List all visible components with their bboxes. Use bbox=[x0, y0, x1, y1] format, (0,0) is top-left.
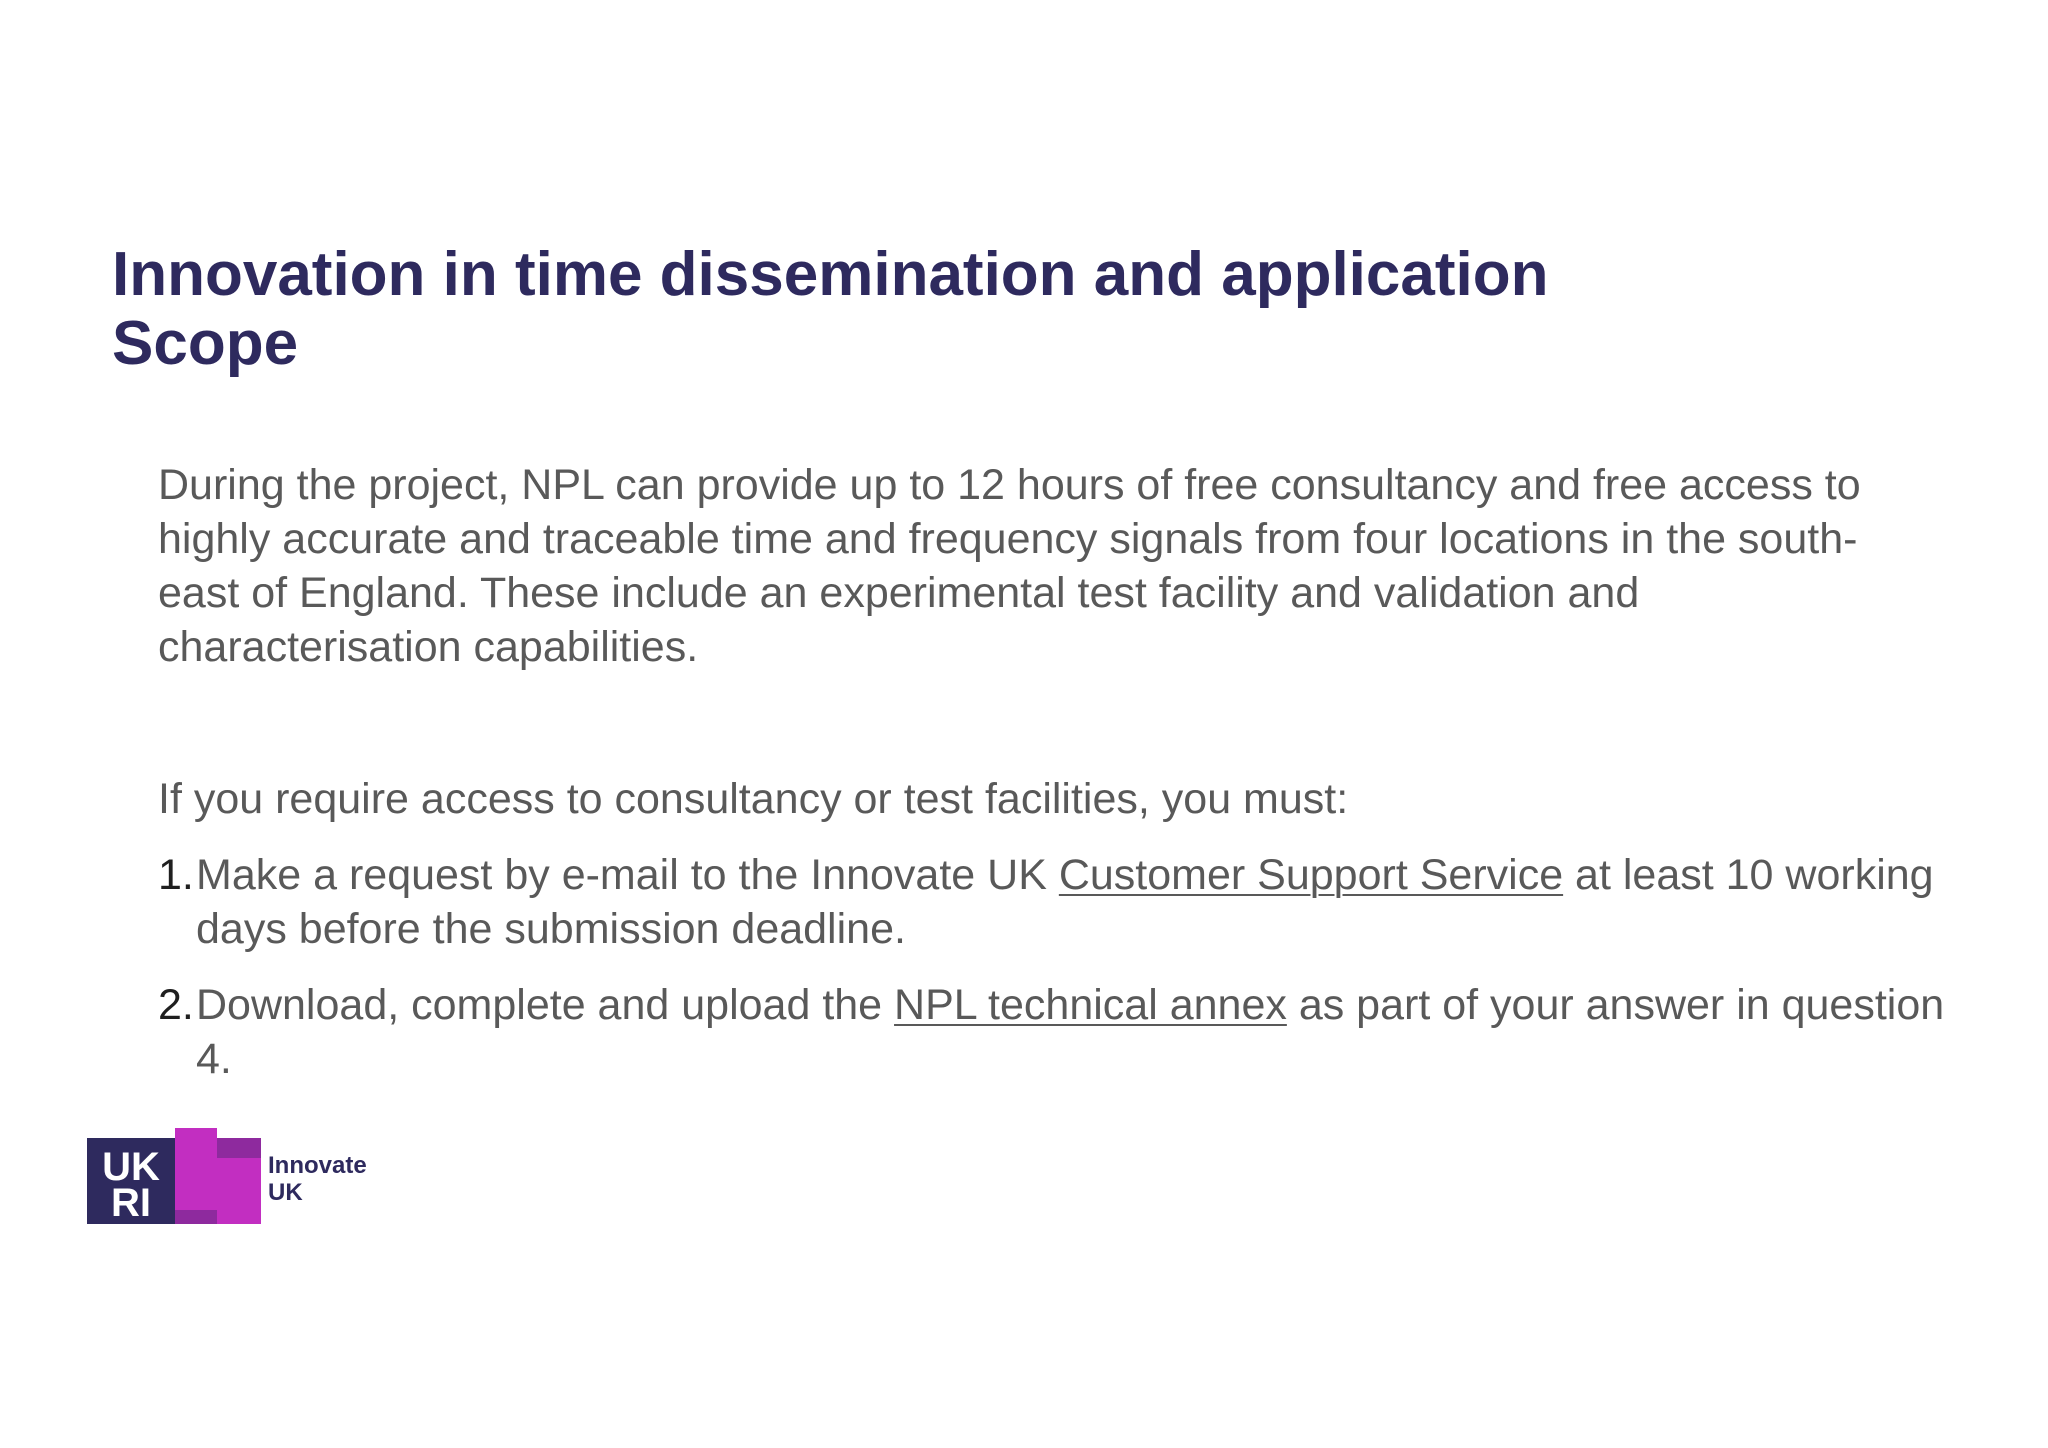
step-item bbox=[158, 848, 1956, 956]
step-text-before: Download, complete and upload the bbox=[196, 981, 895, 1029]
page-title-line-2: Scope bbox=[112, 309, 299, 378]
page-title-line-1: Innovation in time dissemination and application bbox=[112, 240, 1549, 309]
logo-magenta-column bbox=[175, 1128, 217, 1224]
step-text-before: Make a request by e-mail to the Innovate UK bbox=[196, 851, 1059, 899]
step-number: 1. bbox=[158, 851, 194, 899]
customer-support-service-link[interactable]: Customer Support Service bbox=[1058, 851, 1564, 899]
logo-purple-top bbox=[217, 1138, 261, 1158]
scope-content bbox=[158, 458, 1958, 1108]
step-text-after: as part of your answer in question 4. bbox=[196, 981, 1945, 1083]
page-title bbox=[112, 240, 1548, 378]
wordmark-line-2: UK bbox=[268, 1179, 303, 1206]
npl-technical-annex-link[interactable]: NPL technical annex bbox=[894, 981, 1287, 1029]
requirement-lead: If you require access to consultancy or test facilities, you must: bbox=[158, 775, 1349, 823]
innovate-uk-wordmark bbox=[268, 1152, 367, 1206]
intro-paragraph: During the project, NPL can provide up to 12 hours of free consultancy and free access to highly accurate and traceable time and frequency signals from four locations in the south-east of England. These include an experimental test facility and validation and characterisation capabilities. bbox=[158, 461, 1861, 671]
step-text-after: at least 10 working days before the submission deadline. bbox=[196, 851, 1934, 953]
logo-mark-top: UK bbox=[102, 1145, 160, 1189]
logo-purple-bottom bbox=[175, 1210, 217, 1224]
step-number: 2. bbox=[158, 981, 194, 1029]
logo-mark-bottom: RI bbox=[111, 1181, 151, 1224]
step-item bbox=[158, 978, 1956, 1086]
requirement-steps bbox=[158, 848, 1958, 1086]
wordmark-line-1: Innovate bbox=[268, 1152, 367, 1179]
